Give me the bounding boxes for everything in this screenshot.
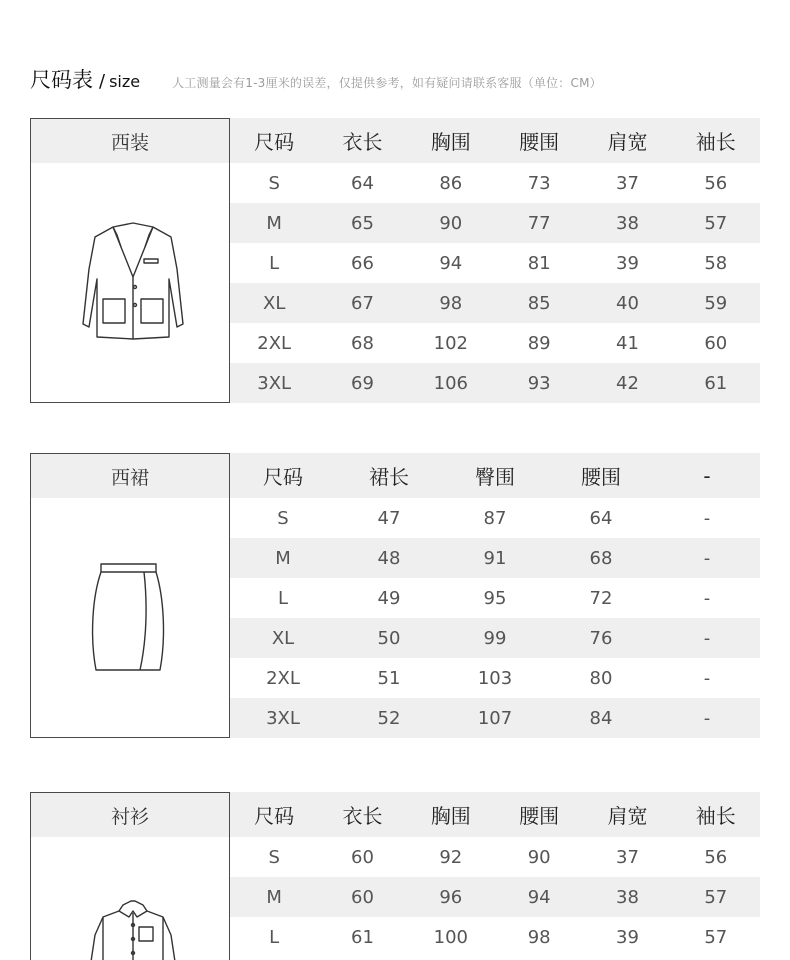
measurement-cell: 92 <box>439 846 463 868</box>
measurement-cell: 64 <box>589 507 613 529</box>
size-label-cell: 2XL <box>257 332 292 354</box>
size-label-cell: 3XL <box>257 372 292 394</box>
shirt-icon <box>73 895 193 960</box>
shirt-size-table <box>230 792 760 957</box>
table-row <box>230 498 760 538</box>
title-separator: / <box>99 71 106 92</box>
size-label-cell: M <box>266 886 282 908</box>
column-header: 衣长 <box>342 130 383 154</box>
measurement-cell: - <box>703 587 711 609</box>
measurement-cell: 57 <box>704 886 728 908</box>
column-header: 腰围 <box>519 804 560 828</box>
column-header: 腰围 <box>519 130 560 154</box>
measurement-cell: 103 <box>477 667 513 689</box>
table-row <box>230 323 760 363</box>
size-label-cell: S <box>268 846 280 868</box>
column-header: 腰围 <box>581 465 621 489</box>
measurement-cell: 47 <box>377 507 401 529</box>
measurement-cell: 42 <box>616 372 639 394</box>
column-header: 肩宽 <box>607 804 648 828</box>
measurement-cell: 56 <box>704 172 728 194</box>
table-row <box>230 837 760 877</box>
column-header: 尺码 <box>254 130 295 154</box>
measurement-cell: 60 <box>704 332 728 354</box>
measurement-cell: - <box>703 547 711 569</box>
blazer-caption: 西装 <box>31 119 229 163</box>
measurement-cell: - <box>703 507 711 529</box>
measurement-cell: 60 <box>351 886 374 908</box>
measurement-cell: 86 <box>439 172 463 194</box>
table-row <box>230 283 760 323</box>
blazer-size-table <box>230 118 760 403</box>
measurement-cell: 73 <box>527 172 551 194</box>
table-row <box>230 618 760 658</box>
measurement-cell: 81 <box>527 252 551 274</box>
measurement-cell: 98 <box>527 926 551 948</box>
column-header: 裙长 <box>369 465 409 489</box>
measurement-cell: 61 <box>704 372 728 394</box>
skirt-size-table <box>230 453 760 738</box>
table-header-row <box>230 453 760 498</box>
table-row <box>230 698 760 738</box>
measurement-cell: 72 <box>589 587 613 609</box>
measurement-cell: 93 <box>527 372 551 394</box>
column-header: 袖长 <box>695 130 736 154</box>
size-label-cell: S <box>268 172 280 194</box>
measurement-cell: 98 <box>439 292 463 314</box>
measurement-cell: 84 <box>589 707 613 729</box>
table-row <box>230 917 760 957</box>
column-header: 尺码 <box>263 465 303 489</box>
measurement-cell: 90 <box>527 846 551 868</box>
column-header: 袖长 <box>695 804 736 828</box>
measurement-cell: 41 <box>616 332 639 354</box>
measurement-cell: 49 <box>377 587 401 609</box>
table-row <box>230 877 760 917</box>
table-row <box>230 243 760 283</box>
column-header: 肩宽 <box>607 130 648 154</box>
measurement-cell: 65 <box>351 212 374 234</box>
size-label-cell: 3XL <box>266 707 300 729</box>
size-label-cell: XL <box>262 292 286 314</box>
measurement-cell: 106 <box>433 372 468 394</box>
measurement-cell: 69 <box>351 372 374 394</box>
table-row <box>230 658 760 698</box>
measurement-cell: 60 <box>351 846 374 868</box>
measurement-cell: - <box>703 627 711 649</box>
size-label-cell: S <box>277 507 289 529</box>
measurement-cell: 38 <box>616 212 639 234</box>
table-row <box>230 203 760 243</box>
measurement-cell: 40 <box>616 292 639 314</box>
shirt-image-panel <box>30 792 230 960</box>
column-header: 衣长 <box>342 804 383 828</box>
blazer-image-panel <box>30 118 230 403</box>
table-row <box>230 578 760 618</box>
column-header: 尺码 <box>254 804 295 828</box>
measurement-cell: 77 <box>527 212 551 234</box>
size-label-cell: 2XL <box>266 667 300 689</box>
measurement-cell: 51 <box>377 667 401 689</box>
blazer-icon <box>73 219 193 349</box>
page-subtitle: size <box>109 72 141 91</box>
measurement-cell: 52 <box>377 707 401 729</box>
measurement-cell: 68 <box>589 547 613 569</box>
measurement-cell: 80 <box>589 667 613 689</box>
measurement-cell: 57 <box>704 926 728 948</box>
measurement-cell: 38 <box>616 886 639 908</box>
measurement-cell: 58 <box>704 252 728 274</box>
measurement-cell: 76 <box>589 627 613 649</box>
measurement-cell: 100 <box>433 926 468 948</box>
measurement-cell: 50 <box>377 627 401 649</box>
measurement-cell: 64 <box>351 172 374 194</box>
measurement-cell: 59 <box>704 292 728 314</box>
measurement-cell: 94 <box>527 886 551 908</box>
measurement-cell: 85 <box>527 292 551 314</box>
table-row <box>230 163 760 203</box>
measurement-cell: 56 <box>704 846 728 868</box>
measurement-cell: 96 <box>439 886 463 908</box>
table-header-row <box>230 118 760 163</box>
measurement-cell: 87 <box>483 507 507 529</box>
size-label-cell: L <box>269 252 280 274</box>
measurement-cell: 66 <box>351 252 374 274</box>
skirt-caption: 西裙 <box>31 454 229 498</box>
measurement-cell: 89 <box>527 332 551 354</box>
measurement-cell: - <box>703 667 711 689</box>
measurement-note: 人工测量会有1-3厘米的误差，仅提供参考，如有疑问请联系客服（单位：CM） <box>172 76 602 90</box>
measurement-cell: 37 <box>616 172 639 194</box>
measurement-cell: 94 <box>439 252 463 274</box>
page-title: 尺码表 <box>30 68 93 92</box>
table-row <box>230 363 760 403</box>
measurement-cell: 48 <box>377 547 401 569</box>
measurement-cell: 37 <box>616 846 639 868</box>
size-chart-header <box>30 64 602 94</box>
size-label-cell: M <box>266 212 282 234</box>
measurement-cell: 95 <box>483 587 507 609</box>
measurement-cell: 91 <box>483 547 507 569</box>
table-row <box>230 538 760 578</box>
measurement-cell: 107 <box>477 707 513 729</box>
measurement-cell: 61 <box>351 926 374 948</box>
size-label-cell: L <box>269 926 280 948</box>
measurement-cell: 102 <box>433 332 468 354</box>
measurement-cell: - <box>703 707 711 729</box>
measurement-cell: 67 <box>351 292 374 314</box>
measurement-cell: 39 <box>616 926 639 948</box>
column-header: - <box>703 463 711 488</box>
skirt-image-panel <box>30 453 230 738</box>
size-label-cell: M <box>275 547 291 569</box>
column-header: 臀围 <box>475 465 515 489</box>
measurement-cell: 90 <box>439 212 463 234</box>
shirt-caption: 衬衫 <box>31 793 229 837</box>
table-header-row <box>230 792 760 837</box>
measurement-cell: 39 <box>616 252 639 274</box>
size-label-cell: L <box>277 587 289 609</box>
measurement-cell: 68 <box>351 332 374 354</box>
column-header: 胸围 <box>430 130 471 154</box>
column-header: 胸围 <box>430 804 471 828</box>
measurement-cell: 57 <box>704 212 728 234</box>
measurement-cell: 99 <box>483 627 507 649</box>
size-label-cell: XL <box>271 627 295 649</box>
skirt-icon <box>86 558 176 678</box>
